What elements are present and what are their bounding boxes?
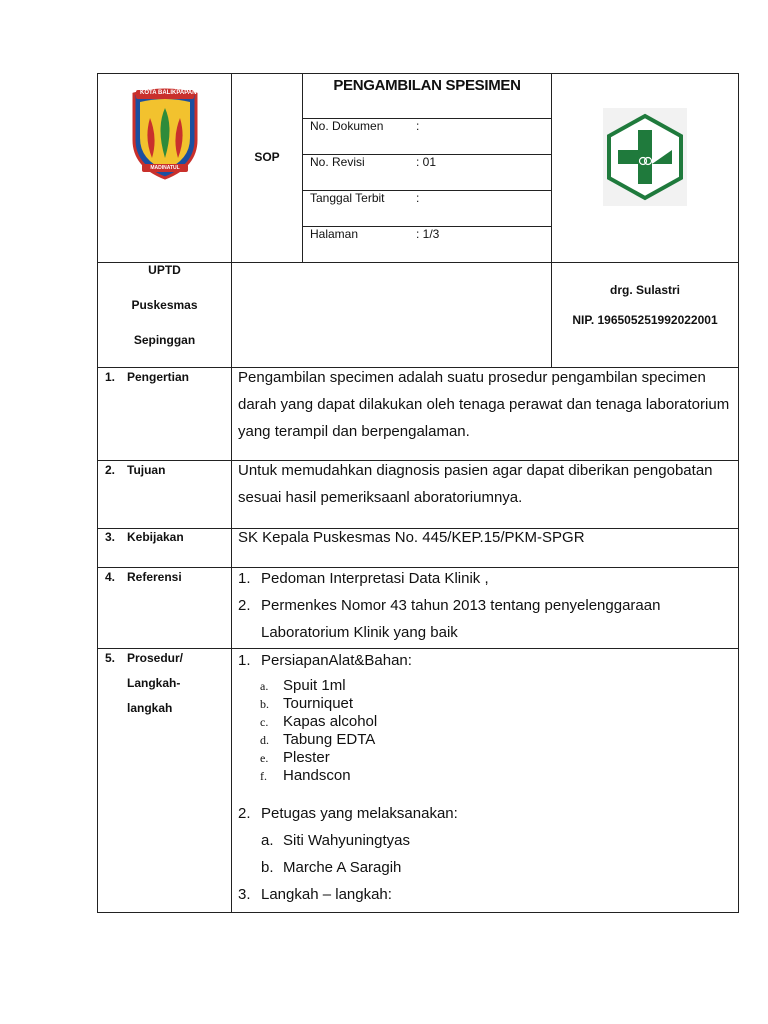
section-number-pengertian: 1. bbox=[105, 370, 116, 384]
table-border-bottom bbox=[97, 912, 739, 913]
step-2-number: 2. bbox=[238, 805, 251, 822]
material-letter-d: d. bbox=[260, 733, 269, 747]
step-3-number: 3. bbox=[238, 886, 251, 903]
section-title-pengertian: Pengertian bbox=[127, 370, 190, 384]
material-letter-f: f. bbox=[260, 769, 267, 783]
referensi-item-2: Permenkes Nomor 43 tahun 2013 tentang penyelenggaraan bbox=[261, 597, 661, 614]
referensi-item-number-2: 2. bbox=[238, 597, 251, 614]
table-border-left bbox=[97, 73, 98, 913]
meta-label-dokumen: No. Dokumen bbox=[310, 119, 384, 133]
officer-item-a: Siti Wahyuningtyas bbox=[283, 832, 411, 849]
org-line-1: UPTD bbox=[148, 263, 181, 277]
section-number-kebijakan: 3. bbox=[105, 530, 116, 544]
step-2-text: Petugas yang melaksanakan: bbox=[261, 805, 458, 822]
step-1-number: 1. bbox=[238, 652, 251, 669]
section-title-prosedur-line-1: Prosedur/ bbox=[127, 651, 184, 665]
kebijakan-text: SK Kepala Puskesmas No. 445/KEP.15/PKM-SPGR bbox=[238, 529, 585, 546]
material-letter-c: c. bbox=[260, 715, 269, 729]
signer-name: drg. Sulastri bbox=[609, 283, 680, 297]
material-letter-a: a. bbox=[260, 679, 269, 693]
referensi-item-number-1: 1. bbox=[238, 570, 251, 587]
sop-label: SOP bbox=[254, 150, 280, 164]
section-number-tujuan: 2. bbox=[105, 463, 116, 477]
section-number-referensi: 4. bbox=[105, 570, 116, 584]
material-letter-e: e. bbox=[260, 751, 269, 765]
emblem-banner-top: KOTA BALIKPAPAN bbox=[140, 90, 197, 96]
meta-label-tanggal: Tanggal Terbit bbox=[310, 191, 385, 205]
referensi-item-1: Pedoman Interpretasi Data Klinik , bbox=[261, 570, 489, 587]
material-item-f: Handscon bbox=[283, 767, 351, 784]
material-item-d: Tabung EDTA bbox=[283, 731, 376, 748]
tujuan-line-2: sesuai hasil pemeriksaanl aboratoriumnya. bbox=[238, 489, 523, 506]
puskesmas-cross-icon bbox=[603, 108, 687, 206]
officer-letter-b: b. bbox=[261, 859, 274, 876]
emblem-banner-bottom: MADINATUL bbox=[150, 165, 180, 171]
org-line-3: Sepinggan bbox=[133, 333, 196, 347]
material-item-e: Plester bbox=[283, 749, 330, 766]
meta-value-dokumen: : bbox=[416, 119, 420, 133]
column-divider-meta bbox=[302, 73, 303, 263]
pengertian-line-2: darah yang dapat dilakukan oleh tenaga perawat dan tenaga laboratorium bbox=[238, 396, 730, 413]
material-letter-b: b. bbox=[260, 697, 269, 711]
meta-value-revisi: : 01 bbox=[416, 155, 437, 169]
page-title: PENGAMBILAN SPESIMEN bbox=[333, 77, 521, 94]
section-title-tujuan: Tujuan bbox=[127, 463, 166, 477]
step-3-text: Langkah – langkah: bbox=[261, 886, 392, 903]
section-title-referensi: Referensi bbox=[127, 570, 182, 584]
column-divider-main bbox=[231, 73, 232, 913]
row-divider-referensi bbox=[97, 648, 739, 649]
material-item-c: Kapas alcohol bbox=[283, 713, 378, 730]
officer-letter-a: a. bbox=[261, 832, 274, 849]
material-item-a: Spuit 1ml bbox=[283, 677, 346, 694]
step-1-text: PersiapanAlat&Bahan: bbox=[261, 652, 412, 669]
meta-label-revisi: No. Revisi bbox=[310, 155, 365, 169]
section-title-kebijakan: Kebijakan bbox=[127, 530, 184, 544]
meta-value-halaman: : 1/3 bbox=[416, 227, 440, 241]
pengertian-line-1: Pengambilan specimen adalah suatu prosedur pengambilan specimen bbox=[238, 369, 706, 386]
org-line-2: Puskesmas bbox=[131, 298, 198, 312]
section-title-prosedur-line-2: Langkah- bbox=[127, 676, 181, 690]
table-border-right bbox=[738, 73, 739, 913]
puskesmas-logo bbox=[603, 108, 687, 206]
meta-value-tanggal: : bbox=[416, 191, 420, 205]
meta-label-halaman: Halaman bbox=[310, 227, 359, 241]
signer-nip: NIP. 196505251992022001 bbox=[572, 313, 718, 327]
section-number-prosedur: 5. bbox=[105, 651, 116, 665]
pengertian-line-3: yang terampil dan berpengalaman. bbox=[238, 423, 470, 440]
table-border-top bbox=[97, 73, 739, 74]
officer-item-b: Marche A Saragih bbox=[283, 859, 402, 876]
material-item-b: Tourniquet bbox=[283, 695, 354, 712]
city-emblem bbox=[128, 88, 202, 180]
referensi-item-2-continuation: Laboratorium Klinik yang baik bbox=[261, 624, 458, 641]
section-title-prosedur-line-3: langkah bbox=[127, 701, 173, 715]
tujuan-line-1: Untuk memudahkan diagnosis pasien agar dapat diberikan pengobatan bbox=[238, 462, 713, 479]
